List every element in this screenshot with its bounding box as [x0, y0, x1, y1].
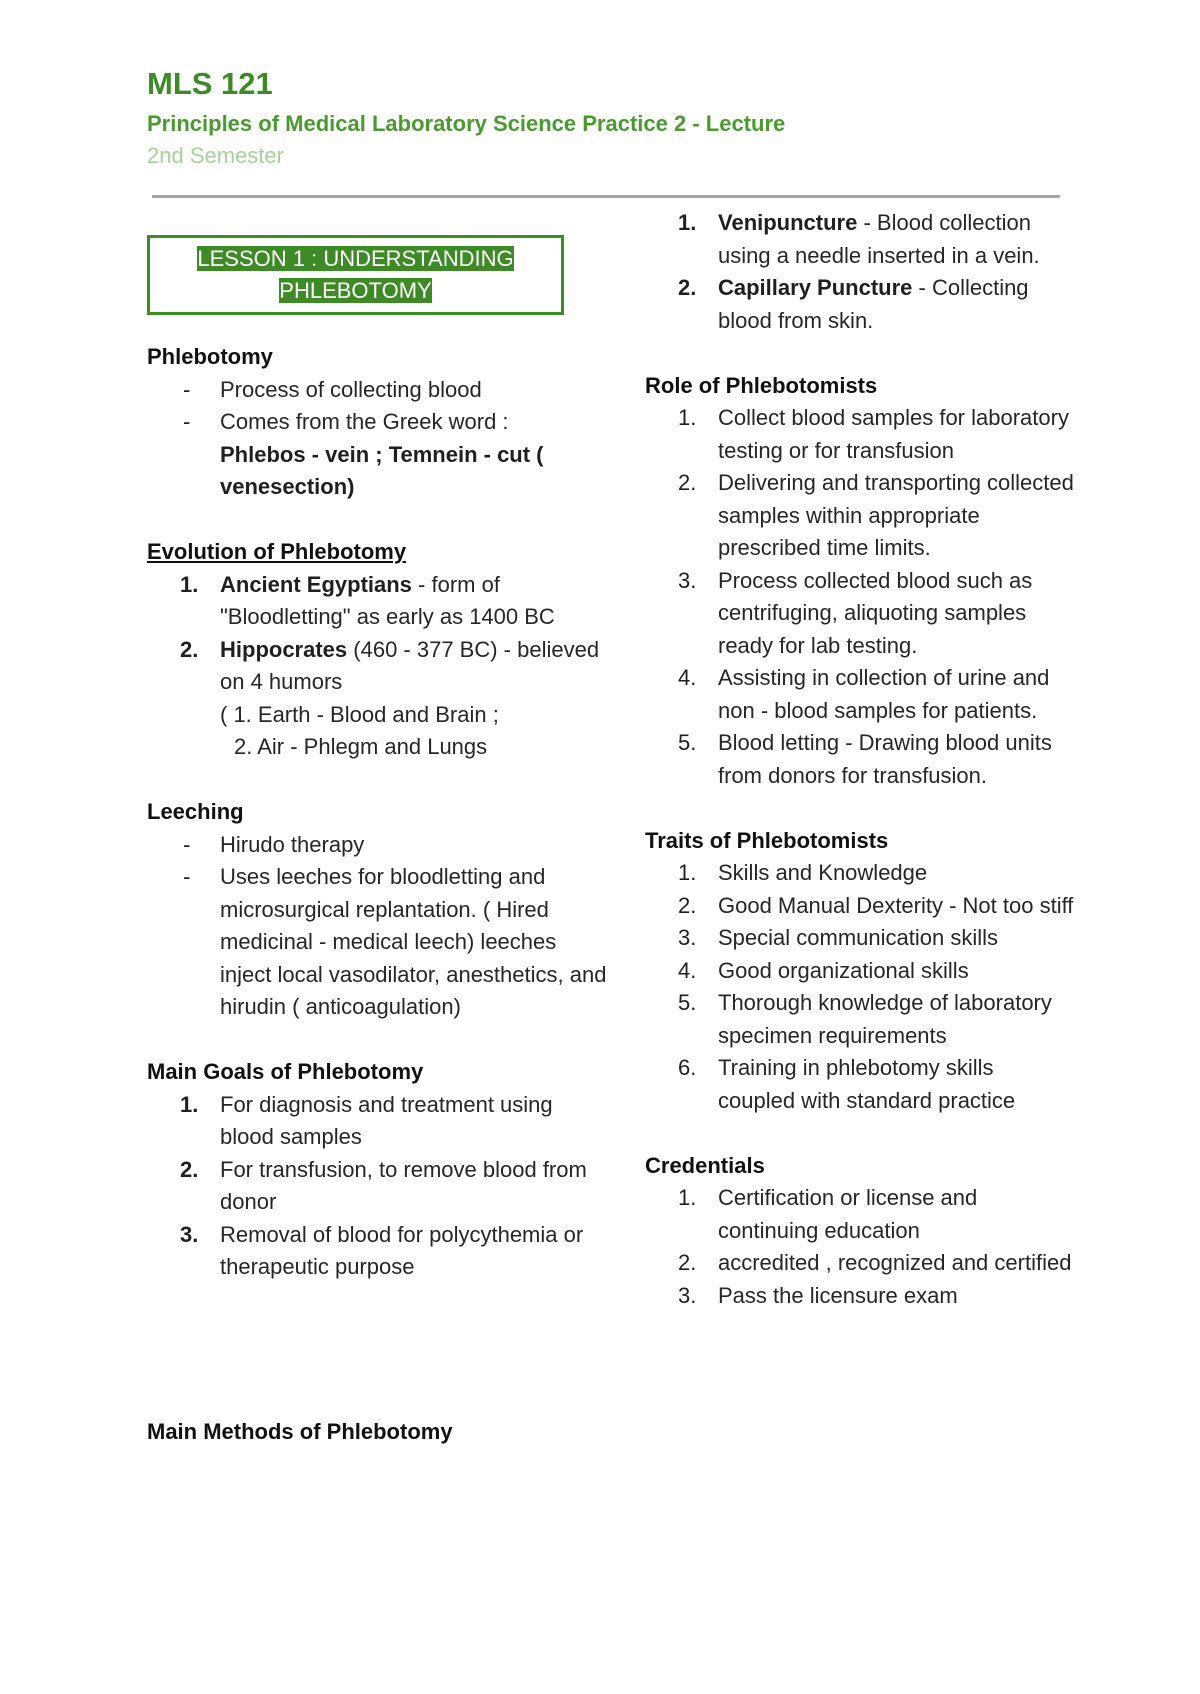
list-item-bold: Venipuncture	[718, 210, 858, 235]
goals-heading: Main Goals of Phlebotomy	[147, 1059, 424, 1084]
phlebotomy-list	[147, 374, 607, 504]
list-item-text: Process collected blood such as centrifuging, aliquoting samples ready for lab testing.	[718, 567, 1033, 658]
leeching-heading: Leeching	[147, 799, 244, 824]
list-item-text: Removal of blood for polycythemia or therapeutic purpose	[220, 1221, 584, 1279]
list-marker: 3.	[180, 1221, 199, 1247]
list-marker: 6.	[678, 1055, 697, 1080]
list-marker: 2.	[180, 1156, 199, 1182]
role-list	[645, 402, 1075, 792]
leeching-section	[147, 796, 607, 1024]
list-item-text: Training in phlebotomy skills coupled with standard practice	[718, 1055, 1016, 1113]
methods-section	[645, 207, 1075, 337]
list-marker: 3.	[678, 925, 697, 950]
dash-marker: -	[183, 409, 191, 434]
list-item	[147, 829, 607, 862]
dash-marker: -	[183, 831, 191, 857]
list-item	[645, 565, 1075, 663]
list-marker: 1.	[678, 860, 697, 885]
list-item-text: Blood letting - Drawing blood units from donors for transfusion.	[718, 730, 1052, 788]
evolution-heading: Evolution of Phlebotomy	[147, 539, 407, 564]
list-marker: 1.	[678, 1185, 697, 1210]
phlebotomy-heading: Phlebotomy	[147, 344, 273, 369]
list-item-text: - form of "Bloodletting" as early as 1400 BC	[220, 571, 555, 629]
list-item	[645, 467, 1075, 565]
phlebotomy-section	[147, 341, 607, 504]
list-item-text: Pass the licensure exam	[718, 1282, 958, 1308]
traits-heading: Traits of Phlebotomists	[645, 827, 889, 853]
list-item-text: Process of collecting blood	[220, 376, 482, 402]
list-item	[645, 955, 1075, 988]
list-item	[645, 272, 1075, 337]
list-item-text: Special communication skills	[718, 925, 998, 950]
list-marker: 5.	[678, 730, 697, 755]
goals-list	[147, 1089, 607, 1284]
list-item-text: - Blood collection using a needle inserted in a vein.	[718, 210, 1040, 268]
list-item-text: Skills and Knowledge	[718, 860, 928, 885]
list-item	[645, 890, 1075, 923]
list-item	[645, 1052, 1075, 1117]
lesson-title-line2: PHLEBOTOMY	[279, 278, 432, 303]
list-item-text: accredited , recognized and certified	[718, 1250, 1072, 1275]
list-item-text: Hirudo therapy	[220, 831, 365, 857]
list-marker: 3.	[678, 567, 697, 593]
methods-list	[645, 207, 1075, 337]
column-spacer	[147, 1316, 607, 1416]
left-column	[147, 235, 607, 1449]
list-marker: 2.	[678, 275, 697, 300]
list-item	[645, 402, 1075, 467]
traits-list	[645, 857, 1075, 1117]
lesson-title-box	[147, 235, 564, 315]
list-item	[147, 634, 607, 764]
semester-label: 2nd Semester	[147, 143, 284, 168]
list-item	[645, 922, 1075, 955]
list-item	[645, 987, 1075, 1052]
list-item	[147, 569, 607, 634]
list-item-bold: Capillary Puncture	[718, 275, 913, 300]
evolution-section	[147, 536, 607, 764]
list-marker: 1.	[180, 571, 199, 597]
document-header	[147, 66, 785, 170]
list-item-text: (460 - 377 BC) - believed on 4 humors	[220, 636, 600, 694]
list-item-text: Collect blood samples for laboratory testing or for transfusion	[718, 405, 1069, 463]
list-item	[147, 374, 607, 407]
list-item-text: Good organizational skills	[718, 957, 969, 983]
evolution-list	[147, 569, 607, 764]
credentials-heading: Credentials	[645, 1152, 765, 1178]
leeching-list	[147, 829, 607, 1024]
list-marker: 5.	[678, 990, 697, 1015]
list-item-text: Certification or license and continuing education	[718, 1185, 978, 1243]
list-item	[147, 1089, 607, 1154]
list-item	[645, 1182, 1075, 1247]
list-marker: 1.	[180, 1091, 199, 1117]
list-item-text: Comes from the Greek word :	[220, 409, 509, 434]
list-item-text: Good Manual Dexterity - Not too stiff	[718, 892, 1074, 918]
list-marker: 2.	[678, 1250, 697, 1275]
list-item	[645, 1280, 1075, 1313]
list-item	[147, 406, 607, 504]
list-item	[147, 1154, 607, 1219]
goals-section	[147, 1056, 607, 1284]
list-item	[645, 662, 1075, 727]
credentials-list	[645, 1182, 1075, 1312]
list-item-text: Uses leeches for bloodletting and microsurgical replantation. ( Hired medicinal - medical leech) leeches inject local vasodilator, anesthetics, and hirudin ( anticoagulation)	[220, 864, 607, 1019]
course-code: MLS 121	[147, 66, 273, 101]
traits-section	[645, 825, 1075, 1118]
list-marker: 4.	[678, 957, 697, 983]
list-item	[147, 1219, 607, 1284]
etymology-text: Phlebos - vein ; Temnein - cut ( venesection)	[220, 441, 544, 499]
methods-heading: Main Methods of Phlebotomy	[147, 1419, 453, 1444]
list-item	[645, 727, 1075, 792]
humor-line-2: 2. Air - Phlegm and Lungs	[234, 734, 488, 759]
list-item	[645, 857, 1075, 890]
list-marker: 3.	[678, 1282, 697, 1308]
dash-marker: -	[183, 376, 191, 402]
list-item-text: Delivering and transporting collected samples within appropriate prescribed time limits.	[718, 470, 1074, 560]
list-item-bold: Hippocrates	[220, 636, 348, 662]
list-item	[645, 207, 1075, 272]
list-marker: 4.	[678, 665, 697, 690]
list-marker: 2.	[678, 892, 697, 918]
list-item-text: For diagnosis and treatment using blood samples	[220, 1091, 553, 1149]
header-divider	[152, 195, 1060, 198]
list-item-text: Thorough knowledge of laboratory specimen requirements	[718, 990, 1052, 1048]
list-item-text: Assisting in collection of urine and non - blood samples for patients.	[718, 665, 1050, 723]
list-item	[147, 861, 607, 1024]
dash-marker: -	[183, 864, 191, 889]
list-item-text: For transfusion, to remove blood from donor	[220, 1156, 587, 1214]
credentials-section	[645, 1150, 1075, 1313]
list-item	[645, 1247, 1075, 1280]
role-section	[645, 370, 1075, 793]
list-item-bold: Ancient Egyptians	[220, 571, 412, 597]
lesson-title-line1: LESSON 1 : UNDERSTANDING	[197, 245, 514, 271]
course-title: Principles of Medical Laboratory Science Practice 2 - Lecture	[147, 111, 786, 136]
list-marker: 2.	[678, 470, 697, 495]
list-marker: 1.	[678, 405, 697, 430]
list-marker: 1.	[678, 210, 697, 235]
list-marker: 2.	[180, 636, 199, 662]
list-item-text: - Collecting blood from skin.	[718, 275, 1029, 333]
right-column	[645, 207, 1075, 1345]
role-heading: Role of Phlebotomists	[645, 372, 878, 398]
humor-line-1: ( 1. Earth - Blood and Brain ;	[220, 701, 499, 727]
